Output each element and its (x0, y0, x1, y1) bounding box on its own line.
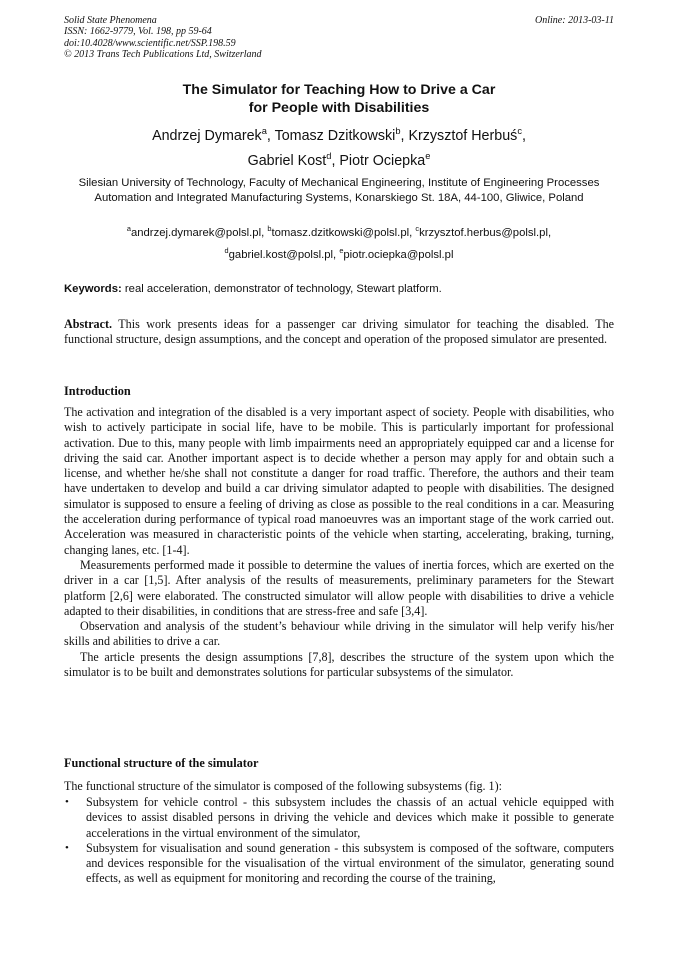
keywords-text: real acceleration, demonstrator of technology, Stewart platform. (121, 283, 442, 295)
email-superscript: e (339, 246, 344, 256)
author-name: Piotr Ociepka (339, 153, 426, 169)
title-line-1: The Simulator for Teaching How to Drive a Car (182, 82, 496, 98)
keywords-label: Keywords: (64, 283, 122, 295)
list-item-text: Subsystem for visualisation and sound generation - this subsystem is composed of the software, computers and devices responsible for the visualisation of the virtual environment of the simulator, generating sound effects, as well as equipment for monitoring and recording the course of the training, (86, 840, 614, 886)
email-superscript: b (267, 224, 272, 234)
email-address[interactable]: andrzej.dymarek@polsl.pl (130, 227, 262, 239)
journal-name: Solid State Phenomena (64, 15, 157, 26)
journal-header (64, 15, 262, 60)
online-date: Online: 2013-03-11 (535, 15, 614, 26)
abstract-label: Abstract. (64, 317, 113, 331)
author-superscript: b (395, 126, 401, 137)
email-address[interactable]: krzysztof.herbus@polsl.pl (419, 227, 548, 239)
abstract-text: This work presents ideas for a passenger car driving simulator for teaching the disabled. The functional structure, design assumptions, and the concept and operation of the proposed simulator are presented. (64, 317, 614, 347)
abstract (64, 317, 614, 348)
author-superscript: d (326, 151, 332, 162)
email-line-2 (64, 244, 614, 266)
bullet-icon: • (65, 841, 69, 854)
author-separator: , (521, 128, 526, 144)
author-line-1 (64, 124, 614, 149)
email-superscript: d (224, 246, 229, 256)
email-separator: , (547, 227, 552, 239)
functional-structure-intro: The functional structure of the simulator is composed of the following subsystems (fig. 1): (64, 779, 502, 793)
email-line-1 (64, 222, 614, 244)
author-name: Tomasz Dzitkowski (274, 128, 396, 144)
doi-line: doi:10.4028/www.scientific.net/SSP.198.59 (64, 37, 236, 49)
subsystem-list (64, 795, 614, 887)
email-address[interactable]: piotr.ociepka@polsl.pl (343, 249, 454, 261)
list-item (64, 795, 614, 841)
email-separator: , (409, 227, 416, 239)
author-name: Krzysztof Herbuś (408, 128, 518, 144)
paragraph: Observation and analysis of the student’s behaviour while driving in the simulator will help verify his/her skills and abilities to drive a car. (64, 619, 614, 649)
email-superscript: a (126, 224, 131, 234)
email-separator: , (261, 227, 268, 239)
introduction-body (64, 405, 614, 680)
author-name: Andrzej Dymarek (152, 128, 262, 144)
affiliation: Silesian University of Technology, Faculty of Mechanical Engineering, Institute of Engineering Processes Automation and Integrated Manufacturing Systems, Konarskiego St. 18A, 44-100, Gliwice, Poland (78, 177, 600, 204)
bullet-icon: • (65, 796, 69, 808)
functional-structure-heading: Functional structure of the simulator (64, 756, 259, 770)
author-line-2 (64, 149, 614, 174)
email-address[interactable]: gabriel.kost@polsl.pl (228, 249, 334, 261)
issn-line: ISSN: 1662-9779, Vol. 198, pp 59-64 (64, 26, 212, 38)
copyright-line: © 2013 Trans Tech Publications Ltd, Switzerland (64, 48, 262, 60)
email-list (64, 222, 614, 266)
list-item-text: Subsystem for vehicle control - this subsystem includes the chassis of an actual vehicle equipped with devices to assist disabled persons in driving the vehicle and devices which make it possible to generate accelerations in the virtual environment of the simulator, (86, 795, 614, 840)
paper-title (64, 81, 614, 117)
keywords (64, 282, 614, 296)
author-name: Gabriel Kost (247, 153, 327, 169)
email-separator: , (333, 249, 340, 261)
author-superscript: e (425, 151, 431, 162)
author-separator: , (400, 128, 409, 144)
paragraph: The article presents the design assumptions [7,8], describes the structure of the system upon which the simulator is to be built and demonstrates solutions for particular subsystems of the simulator. (64, 649, 614, 680)
email-superscript: c (415, 224, 420, 234)
paragraph: Measurements performed made it possible to determine the values of inertia forces, which are exerted on the driver in a car [1,5]. After analysis of the results of measurements, preliminary parameters for the Stewart platform [2,6] were elaborated. The constructed simulator will allow people with disabilities to drive a vehicle adapted to their disabilities, in conditions that are stress-free and safe [3,4]. (64, 557, 614, 618)
author-superscript: c (517, 126, 522, 137)
author-separator: , (331, 153, 340, 169)
email-address[interactable]: tomasz.dzitkowski@polsl.pl (271, 227, 410, 239)
author-separator: , (266, 128, 275, 144)
introduction-heading: Introduction (64, 384, 131, 398)
paragraph: The activation and integration of the disabled is a very important aspect of society. People with disabilities, who wish to actively participate in social life, have to be mobile. This is particularly important for professional activation. Due to this, many people with limb impairments need an appropriately equipped car and a license for driving the said car. Another important aspect is to decide whether a person may apply for and obtain such a license, and whether he/she shall not constitute a danger for road traffic. Therefore, the authors and their team have undertaken to develop and build a car driving simulator adapted to people with disabilities. The designed simulator is supposed to ensure a feeling of driving as close as possible to the real conditions in a car. Measuring the acceleration during performance of typical road manoeuvres was an important stage of the work carried out. Acceleration was measured in characteristic points of the vehicle when starting, accelerating, braking, turning, changing lanes, etc. [1-4]. (64, 405, 614, 557)
author-superscript: a (261, 126, 267, 137)
title-line-2: for People with Disabilities (248, 100, 430, 116)
author-list (64, 124, 614, 174)
list-item (64, 841, 614, 887)
